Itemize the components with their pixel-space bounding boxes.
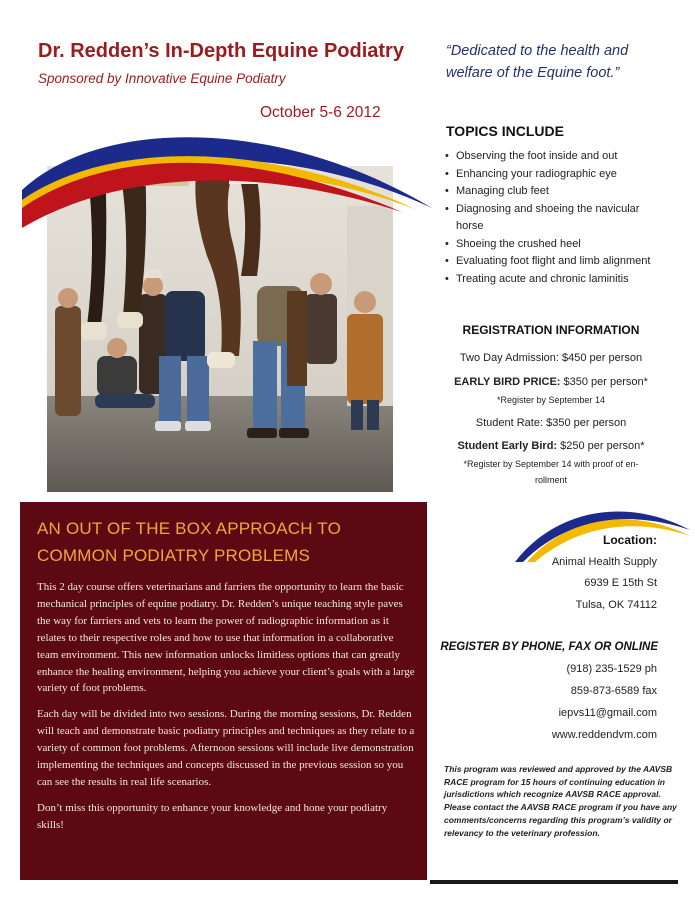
page-title: Dr. Redden’s In-Depth Equine Podiatry [38,40,404,62]
header-swoosh-graphic [22,128,432,228]
location-city: Tulsa, OK 74112 [575,599,657,611]
phone-number: (918) 235-1529 ph [566,663,657,675]
list-item: • Enhancing your radiographic eye [444,166,659,184]
sponsor-subtitle: Sponsored by Innovative Equine Podiatry [38,71,286,86]
location-label: Location: [603,533,657,547]
student-early-bird-value: $250 per person* [557,440,645,452]
list-item: • Observing the foot inside and out [444,148,659,166]
list-item: • Diagnosing and shoeing the navicular horse [444,201,659,236]
early-bird-price [432,376,670,388]
early-bird-label: EARLY BIRD PRICE: [454,376,561,388]
race-approval-disclaimer: This program was reviewed and approved by the AAVSB RACE program for 15 hours of continuing education in jurisdictions which recognize AAVSB RACE approval. Please contact the AAVSB RACE program if you have any comments/concerns regarding this program’s validity or relevancy to the veterinary profession. [444,764,677,838]
list-item: • Treating acute and chronic laminitis [444,271,659,289]
early-bird-note: *Register by September 14 [496,395,606,405]
list-item: • Evaluating foot flight and limb alignment [444,253,659,271]
tagline-line-1: “Dedicated to the health and [446,43,629,59]
topics-list [444,148,659,288]
tagline-line-2: welfare of the Equine foot.” [446,65,620,81]
list-item: • Managing club feet [444,183,659,201]
registration-heading: REGISTRATION INFORMATION [462,323,640,337]
student-early-note-2: rollment [534,475,567,485]
website-link[interactable]: www.reddendvm.com [551,729,657,741]
email-link[interactable]: iepvs11@gmail.com [558,707,657,719]
panel-heading [37,515,417,569]
topics-heading: TOPICS INCLUDE [446,123,564,139]
list-item: • Shoeing the crushed heel [444,236,659,254]
bottom-divider [430,880,678,884]
panel-body [37,579,415,843]
student-early-bird-label: Student Early Bird: [457,440,558,452]
register-heading: REGISTER BY PHONE, FAX OR ONLINE [440,641,658,653]
event-date: October 5-6 2012 [260,104,381,121]
panel-heading-line-2: COMMON PODIATRY PROBLEMS [37,546,311,565]
panel-heading-line-1: AN OUT OF THE BOX APPROACH TO [37,519,341,538]
student-early-bird [432,440,670,452]
fax-number: 859-873-6589 fax [570,685,657,697]
tagline [446,40,676,84]
two-day-admission: Two Day Admission: $450 per person [459,352,643,364]
course-description-paragraph: This 2 day course offers veterinarians and farriers the opportunity to learn the basic mechanical principles of equine podiatry. Dr. Redden’s unique teaching style paves the way for farriers and vets to learn the power of radiographic information as it relates to their respective roles and how to use that information in a collaborative team environment. This new information unlocks limitless options that can greatly enhance the healing environment, helping you achieve your client’s goals with a large variety of foot problems. [37,581,415,695]
sessions-paragraph: Each day will be divided into two sessions. During the morning sessions, Dr. Redden will teach and demonstrate basic podiatry principles and techniques as they relate to a variety of common foot problems. Afternoon sessions will include live demonstration implementing the techniques and concepts discussed in the previous session so you can see the results in real life scenarios. [37,708,415,788]
location-name: Animal Health Supply [551,556,657,568]
location-street: 6939 E 15th St [584,577,657,589]
student-rate: Student Rate: $350 per person [475,417,627,429]
early-bird-value: $350 per person* [560,376,648,388]
student-early-note-1: *Register by September 14 with proof of en- [463,459,639,469]
closing-paragraph: Don’t miss this opportunity to enhance your knowledge and hone your podiatry skills! [37,801,388,831]
